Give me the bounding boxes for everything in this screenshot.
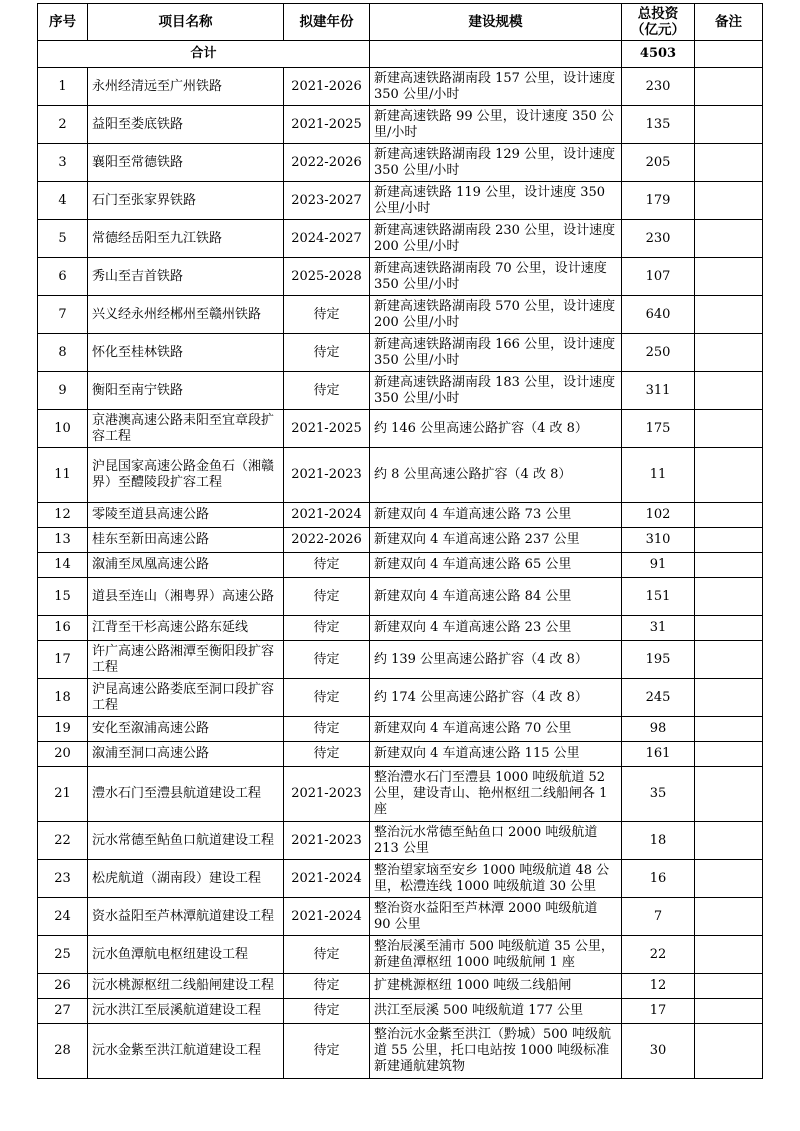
remarks <box>695 936 763 974</box>
project-name: 澧水石门至澧县航道建设工程 <box>88 767 284 822</box>
total-row <box>38 41 763 68</box>
table-row <box>38 372 763 410</box>
row-number: 26 <box>38 974 88 999</box>
remarks <box>695 822 763 860</box>
build-scale: 新建双向 4 车道高速公路 237 公里 <box>370 528 622 553</box>
table-row <box>38 616 763 641</box>
build-scale: 新建双向 4 车道高速公路 84 公里 <box>370 578 622 616</box>
project-name: 零陵至道县高速公路 <box>88 503 284 528</box>
total-investment: 31 <box>622 616 695 641</box>
remarks <box>695 717 763 742</box>
build-scale: 约 174 公里高速公路扩容（4 改 8） <box>370 679 622 717</box>
build-scale: 整治资水益阳至芦林潭 2000 吨级航道 90 公里 <box>370 898 622 936</box>
total-value: 4503 <box>622 41 695 68</box>
total-investment: 205 <box>622 144 695 182</box>
build-scale: 新建双向 4 车道高速公路 115 公里 <box>370 742 622 767</box>
remarks <box>695 106 763 144</box>
build-year: 2023-2027 <box>284 182 370 220</box>
build-scale: 新建高速铁路湖南段 570 公里，设计速度 200 公里/小时 <box>370 296 622 334</box>
table-row <box>38 974 763 999</box>
total-investment: 12 <box>622 974 695 999</box>
table-row <box>38 296 763 334</box>
build-year: 2022-2026 <box>284 528 370 553</box>
table-row <box>38 578 763 616</box>
table-row <box>38 717 763 742</box>
project-name: 溆浦至洞口高速公路 <box>88 742 284 767</box>
remarks <box>695 860 763 898</box>
build-year: 2021-2023 <box>284 448 370 503</box>
remarks <box>695 68 763 106</box>
total-investment: 98 <box>622 717 695 742</box>
remarks <box>695 1024 763 1079</box>
project-name: 沅水鱼潭航电枢纽建设工程 <box>88 936 284 974</box>
build-year: 待定 <box>284 334 370 372</box>
project-name: 秀山至吉首铁路 <box>88 258 284 296</box>
row-number: 3 <box>38 144 88 182</box>
table-row <box>38 679 763 717</box>
table-row <box>38 767 763 822</box>
total-investment: 91 <box>622 553 695 578</box>
remarks <box>695 999 763 1024</box>
remarks <box>695 258 763 296</box>
row-number: 5 <box>38 220 88 258</box>
table-row <box>38 1024 763 1079</box>
row-number: 21 <box>38 767 88 822</box>
row-number: 12 <box>38 503 88 528</box>
build-scale: 洪江至辰溪 500 吨级航道 177 公里 <box>370 999 622 1024</box>
build-year: 待定 <box>284 999 370 1024</box>
remarks <box>695 372 763 410</box>
build-year: 2021-2024 <box>284 898 370 936</box>
build-year: 待定 <box>284 717 370 742</box>
build-scale: 整治沅水常德至鲇鱼口 2000 吨级航道 213 公里 <box>370 822 622 860</box>
row-number: 17 <box>38 641 88 679</box>
total-investment: 35 <box>622 767 695 822</box>
project-name: 怀化至桂林铁路 <box>88 334 284 372</box>
project-name: 益阳至娄底铁路 <box>88 106 284 144</box>
remarks <box>695 296 763 334</box>
remarks <box>695 616 763 641</box>
table-row <box>38 334 763 372</box>
build-year: 待定 <box>284 1024 370 1079</box>
build-year: 2022-2026 <box>284 144 370 182</box>
total-investment: 16 <box>622 860 695 898</box>
project-name: 沅水金紫至洪江航道建设工程 <box>88 1024 284 1079</box>
build-scale: 新建高速铁路湖南段 70 公里，设计速度 350 公里/小时 <box>370 258 622 296</box>
row-number: 24 <box>38 898 88 936</box>
table-row <box>38 106 763 144</box>
header-year: 拟建年份 <box>284 4 370 41</box>
project-name: 松虎航道（湖南段）建设工程 <box>88 860 284 898</box>
table-row <box>38 553 763 578</box>
row-number: 4 <box>38 182 88 220</box>
build-scale: 新建双向 4 车道高速公路 73 公里 <box>370 503 622 528</box>
remarks <box>695 974 763 999</box>
build-year: 待定 <box>284 641 370 679</box>
build-year: 待定 <box>284 974 370 999</box>
header-note: 备注 <box>695 4 763 41</box>
remarks <box>695 898 763 936</box>
build-scale: 新建高速铁路湖南段 166 公里，设计速度 350 公里/小时 <box>370 334 622 372</box>
row-number: 14 <box>38 553 88 578</box>
remarks <box>695 742 763 767</box>
row-number: 25 <box>38 936 88 974</box>
build-year: 待定 <box>284 372 370 410</box>
project-name: 溆浦至凤凰高速公路 <box>88 553 284 578</box>
row-number: 7 <box>38 296 88 334</box>
row-number: 10 <box>38 410 88 448</box>
row-number: 16 <box>38 616 88 641</box>
project-name: 沅水桃源枢纽二线船闸建设工程 <box>88 974 284 999</box>
project-name: 江背至干杉高速公路东延线 <box>88 616 284 641</box>
project-name: 许广高速公路湘潭至衡阳段扩容工程 <box>88 641 284 679</box>
build-year: 2021-2026 <box>284 68 370 106</box>
project-name: 沪昆国家高速公路金鱼石（湘赣界）至醴陵段扩容工程 <box>88 448 284 503</box>
total-investment: 17 <box>622 999 695 1024</box>
total-investment: 151 <box>622 578 695 616</box>
build-year: 待定 <box>284 679 370 717</box>
total-investment: 102 <box>622 503 695 528</box>
header-scale: 建设规模 <box>370 4 622 41</box>
total-investment: 18 <box>622 822 695 860</box>
table-row <box>38 448 763 503</box>
header-investment: 总投资（亿元） <box>622 4 695 41</box>
project-name: 沅水洪江至辰溪航道建设工程 <box>88 999 284 1024</box>
total-investment: 179 <box>622 182 695 220</box>
project-name: 石门至张家界铁路 <box>88 182 284 220</box>
table-row <box>38 860 763 898</box>
build-scale: 整治望家垴至安乡 1000 吨级航道 48 公里，松澧连线 1000 吨级航道 30 公里 <box>370 860 622 898</box>
remarks <box>695 767 763 822</box>
table-row <box>38 503 763 528</box>
table-row <box>38 182 763 220</box>
remarks <box>695 182 763 220</box>
total-investment: 311 <box>622 372 695 410</box>
row-number: 19 <box>38 717 88 742</box>
build-year: 2021-2024 <box>284 860 370 898</box>
remarks <box>695 503 763 528</box>
row-number: 9 <box>38 372 88 410</box>
table-row <box>38 936 763 974</box>
build-scale: 整治辰溪至浦市 500 吨级航道 35 公里，新建鱼潭枢纽 1000 吨级航闸 1 座 <box>370 936 622 974</box>
project-name: 京港澳高速公路耒阳至宜章段扩容工程 <box>88 410 284 448</box>
build-year: 待定 <box>284 296 370 334</box>
build-year: 2021-2024 <box>284 503 370 528</box>
build-scale: 新建高速铁路湖南段 157 公里，设计速度 350 公里/小时 <box>370 68 622 106</box>
build-year: 待定 <box>284 553 370 578</box>
project-name: 常德经岳阳至九江铁路 <box>88 220 284 258</box>
remarks <box>695 410 763 448</box>
row-number: 2 <box>38 106 88 144</box>
build-year: 待定 <box>284 578 370 616</box>
row-number: 15 <box>38 578 88 616</box>
project-name: 兴义经永州经郴州至赣州铁路 <box>88 296 284 334</box>
row-number: 23 <box>38 860 88 898</box>
total-investment: 135 <box>622 106 695 144</box>
total-investment: 245 <box>622 679 695 717</box>
build-scale: 新建高速铁路 99 公里，设计速度 350 公里/小时 <box>370 106 622 144</box>
total-label: 合计 <box>38 41 370 68</box>
total-investment: 195 <box>622 641 695 679</box>
build-scale: 新建高速铁路 119 公里，设计速度 350 公里/小时 <box>370 182 622 220</box>
remarks <box>695 448 763 503</box>
build-scale: 约 139 公里高速公路扩容（4 改 8） <box>370 641 622 679</box>
row-number: 6 <box>38 258 88 296</box>
project-name: 沪昆高速公路娄底至洞口段扩容工程 <box>88 679 284 717</box>
total-investment: 107 <box>622 258 695 296</box>
header-row <box>38 4 763 41</box>
build-scale: 整治澧水石门至澧县 1000 吨级航道 52 公里，建设青山、艳州枢纽二线船闸各 1 座 <box>370 767 622 822</box>
total-investment: 640 <box>622 296 695 334</box>
build-year: 待定 <box>284 936 370 974</box>
row-number: 27 <box>38 999 88 1024</box>
total-investment: 230 <box>622 220 695 258</box>
remarks <box>695 641 763 679</box>
remarks <box>695 334 763 372</box>
row-number: 13 <box>38 528 88 553</box>
row-number: 28 <box>38 1024 88 1079</box>
table-row <box>38 822 763 860</box>
build-scale: 新建高速铁路湖南段 230 公里，设计速度 200 公里/小时 <box>370 220 622 258</box>
header-name: 项目名称 <box>88 4 284 41</box>
total-investment: 310 <box>622 528 695 553</box>
build-scale: 新建双向 4 车道高速公路 65 公里 <box>370 553 622 578</box>
table-row <box>38 898 763 936</box>
row-number: 8 <box>38 334 88 372</box>
total-investment: 30 <box>622 1024 695 1079</box>
total-investment: 7 <box>622 898 695 936</box>
total-investment: 11 <box>622 448 695 503</box>
build-year: 待定 <box>284 616 370 641</box>
total-investment: 230 <box>622 68 695 106</box>
remarks <box>695 578 763 616</box>
project-name: 桂东至新田高速公路 <box>88 528 284 553</box>
remarks <box>695 144 763 182</box>
table-row <box>38 144 763 182</box>
build-year: 2021-2025 <box>284 106 370 144</box>
remarks <box>695 553 763 578</box>
header-no: 序号 <box>38 4 88 41</box>
project-name: 襄阳至常德铁路 <box>88 144 284 182</box>
project-name: 安化至溆浦高速公路 <box>88 717 284 742</box>
build-scale: 约 146 公里高速公路扩容（4 改 8） <box>370 410 622 448</box>
build-year: 2021-2023 <box>284 767 370 822</box>
build-scale: 新建双向 4 车道高速公路 23 公里 <box>370 616 622 641</box>
total-investment: 175 <box>622 410 695 448</box>
project-name: 衡阳至南宁铁路 <box>88 372 284 410</box>
table-row <box>38 999 763 1024</box>
table-row <box>38 410 763 448</box>
build-year: 2021-2023 <box>284 822 370 860</box>
table-row <box>38 742 763 767</box>
build-year: 2021-2025 <box>284 410 370 448</box>
build-year: 2024-2027 <box>284 220 370 258</box>
table-row <box>38 641 763 679</box>
remarks <box>695 679 763 717</box>
table-row <box>38 258 763 296</box>
build-year: 2025-2028 <box>284 258 370 296</box>
table-row <box>38 68 763 106</box>
remarks <box>695 528 763 553</box>
build-scale: 扩建桃源枢纽 1000 吨级二线船闸 <box>370 974 622 999</box>
build-scale: 约 8 公里高速公路扩容（4 改 8） <box>370 448 622 503</box>
row-number: 11 <box>38 448 88 503</box>
row-number: 1 <box>38 68 88 106</box>
project-name: 沅水常德至鲇鱼口航道建设工程 <box>88 822 284 860</box>
project-name: 资水益阳至芦林潭航道建设工程 <box>88 898 284 936</box>
project-name: 道县至连山（湘粤界）高速公路 <box>88 578 284 616</box>
table-row <box>38 220 763 258</box>
project-name: 永州经清远至广州铁路 <box>88 68 284 106</box>
total-investment: 250 <box>622 334 695 372</box>
row-number: 20 <box>38 742 88 767</box>
row-number: 22 <box>38 822 88 860</box>
total-note <box>695 41 763 68</box>
build-scale: 整治沅水金紫至洪江（黔城）500 吨级航道 55 公里，托口电站按 1000 吨级标准新建通航建筑物 <box>370 1024 622 1079</box>
build-scale: 新建双向 4 车道高速公路 70 公里 <box>370 717 622 742</box>
build-year: 待定 <box>284 742 370 767</box>
table-body <box>38 41 763 1079</box>
build-scale: 新建高速铁路湖南段 129 公里，设计速度 350 公里/小时 <box>370 144 622 182</box>
total-investment: 22 <box>622 936 695 974</box>
total-spacer <box>370 41 622 68</box>
remarks <box>695 220 763 258</box>
build-scale: 新建高速铁路湖南段 183 公里，设计速度 350 公里/小时 <box>370 372 622 410</box>
table-row <box>38 528 763 553</box>
total-investment: 161 <box>622 742 695 767</box>
row-number: 18 <box>38 679 88 717</box>
projects-table <box>37 3 763 1079</box>
